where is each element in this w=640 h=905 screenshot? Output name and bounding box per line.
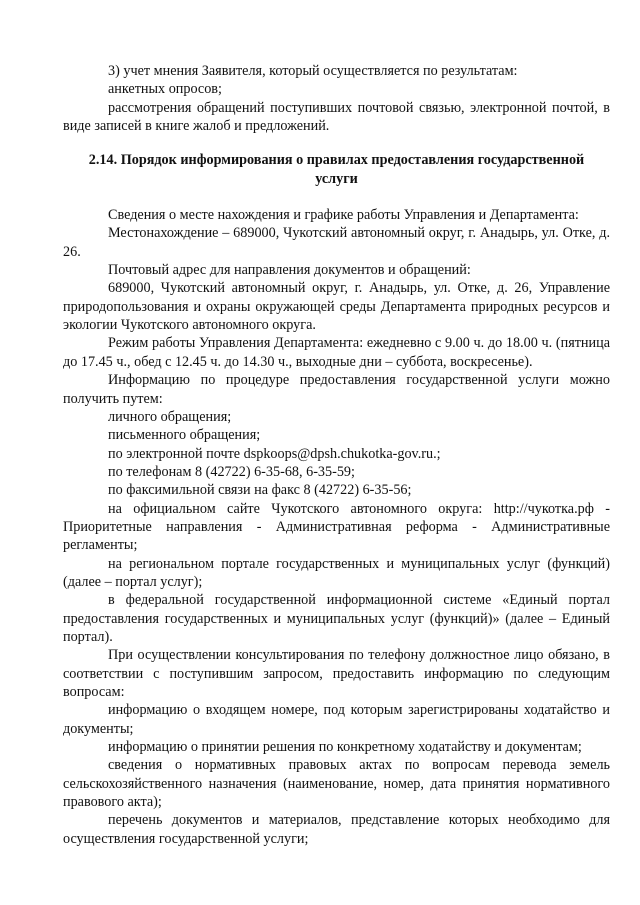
paragraph: рассмотрения обращений поступивших почтовой связью, электронной почтой, в виде записей в книге жалоб и предложений.	[63, 99, 610, 135]
paragraph: Сведения о месте нахождения и графике работы Управления и Департамента:	[108, 207, 579, 224]
list-item: сведения о нормативных правовых актах по вопросам перевода земель сельскохозяйственного назначения (наименование, номер, дата принятия нормативного правового акта);	[63, 757, 610, 811]
section-heading: 2.14. Порядок информирования о правилах предоставления государственной услуги	[88, 152, 585, 187]
paragraph: Режим работы Управления Департамента: ежедневно с 9.00 ч. до 18.00 ч. (пятница до 17.45 ч., обед с 12.45 ч. до 14.30 ч., выходные дни – суббота, воскресенье).	[63, 335, 610, 370]
list-item: информацию о принятии решения по конкретному ходатайству и документам;	[108, 739, 582, 756]
list-item: по факсимильной связи на факс 8 (42722) 6-35-56;	[108, 482, 412, 499]
paragraph: Почтовый адрес для направления документов и обращений:	[108, 262, 471, 279]
document-page	[63, 62, 610, 848]
paragraph: Информацию по процедуре предоставления государственной услуги можно получить путем:	[63, 372, 610, 407]
list-item: на официальном сайте Чукотского автономного округа: http://чукотка.рф - Приоритетные направления - Административная реформа - Административные регламенты;	[63, 500, 610, 554]
paragraph: анкетных опросов;	[108, 81, 222, 98]
list-item: по телефонам 8 (42722) 6-35-68, 6-35-59;	[108, 463, 355, 480]
list-item: на региональном портале государственных и муниципальных услуг (функций) (далее – портал услуг);	[63, 555, 610, 590]
list-item: в федеральной государственной информационной системе «Единый портал предоставления государственных и муниципальных услуг (функций)» (далее – Единый портал).	[63, 592, 610, 645]
paragraph: Местонахождение – 689000, Чукотский автономный округ, г. Анадырь, ул. Отке, д. 26.	[63, 225, 610, 260]
list-item: перечень документов и материалов, представление которых необходимо для осуществления государственной услуги;	[63, 812, 610, 847]
list-item: по электронной почте dspkoops@dpsh.chukotka-gov.ru.;	[108, 445, 441, 462]
list-item: информацию о входящем номере, под которым зарегистрированы ходатайство и документы;	[63, 702, 610, 737]
list-item: личного обращения;	[108, 408, 232, 425]
paragraph: 3) учет мнения Заявителя, который осуществляется по результатам:	[108, 63, 518, 79]
list-item: письменного обращения;	[108, 427, 261, 444]
paragraph: 689000, Чукотский автономный округ, г. Анадырь, ул. Отке, д. 26, Управление природопользования и охраны окружающей среды Департамента природных ресурсов и экологии Чукотского автономного округа.	[63, 280, 610, 334]
paragraph: При осуществлении консультирования по телефону должностное лицо обязано, в соответствии с поступившим запросом, предоставить информацию по следующим вопросам:	[63, 647, 610, 700]
